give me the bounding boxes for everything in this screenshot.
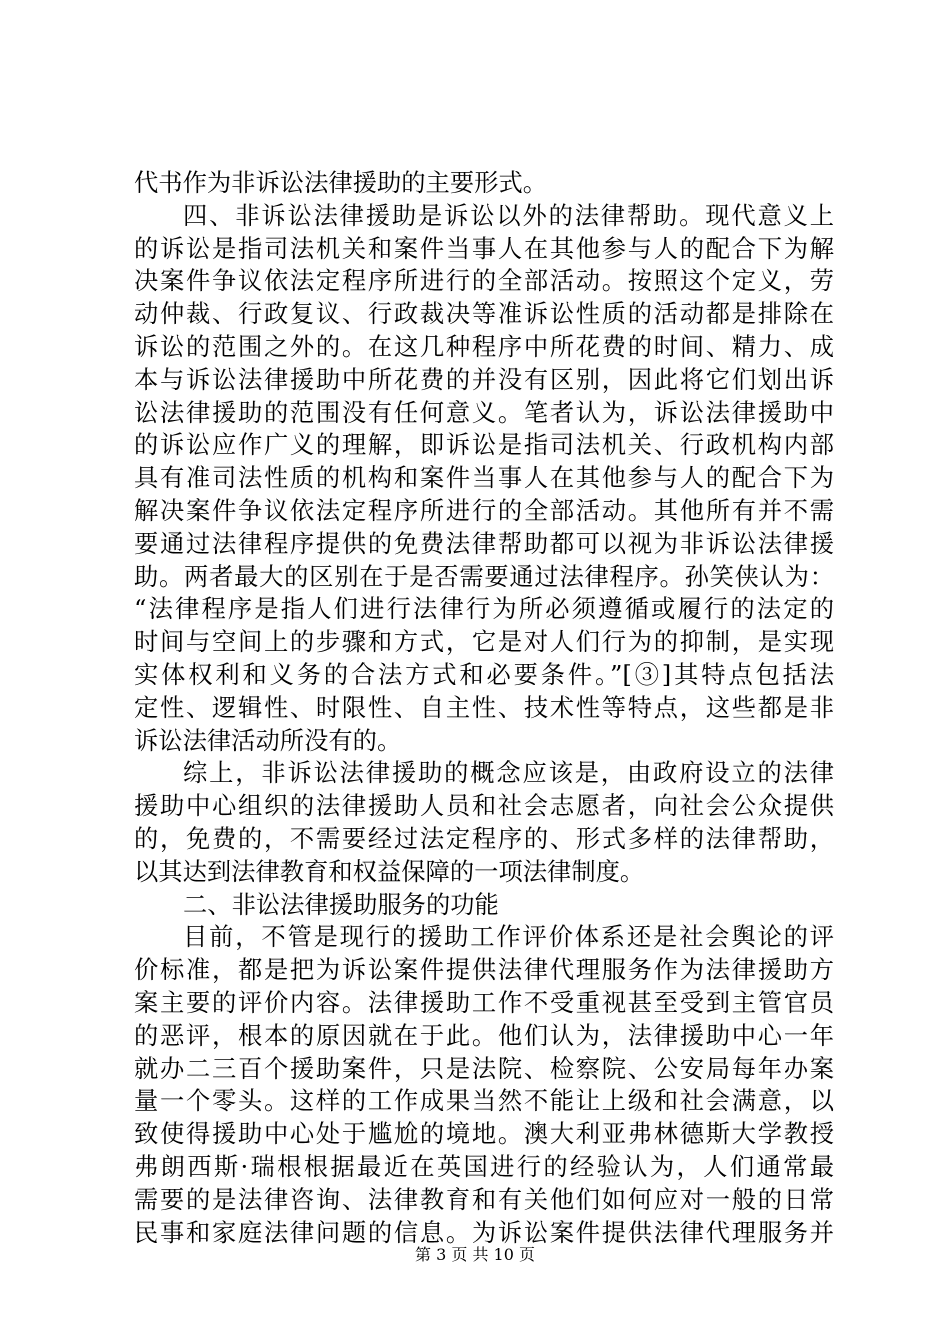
text-line: 时间与空间上的步骤和方式，它是对人们行为的抑制，是实现 <box>134 627 834 657</box>
document-body <box>134 167 834 1249</box>
text-line: 解决案件争议依法定程序所进行的全部活动。其他所有并不需 <box>134 495 834 525</box>
text-line: 的恶评，根本的原因就在于此。他们认为，法律援助中心一年 <box>134 1020 834 1050</box>
text-line: 本与诉讼法律援助中所花费的并没有区别，因此将它们划出诉 <box>134 364 834 394</box>
text-line: 代书作为非诉讼法律援助的主要形式。 <box>134 168 548 197</box>
text-line: 助。两者最大的区别在于是否需要通过法律程序。孙笑侠认为： <box>134 561 834 591</box>
text-line: 决案件争议依法定程序所进行的全部活动。按照这个定义，劳 <box>134 266 834 296</box>
text-line: 四、非诉讼法律援助是诉讼以外的法律帮助。现代意义上 <box>183 200 834 230</box>
text-line: 的，免费的，不需要经过法定程序的、形式多样的法律帮助， <box>134 823 834 853</box>
text-line: 的诉讼是指司法机关和案件当事人在其他参与人的配合下为解 <box>134 233 834 263</box>
text-line: “法律程序是指人们进行法律行为所必须遵循或履行的法定的 <box>134 594 834 624</box>
text-line: 动仲裁、行政复议、行政裁决等准诉讼性质的活动都是排除在 <box>134 299 834 329</box>
text-line: 援助中心组织的法律援助人员和社会志愿者，向社会公众提供 <box>134 791 834 821</box>
text-line: 致使得援助中心处于尴尬的境地。澳大利亚弗林德斯大学教授 <box>134 1119 834 1149</box>
text-line: 需要的是法律咨询、法律教育和有关他们如何应对一般的日常 <box>134 1184 834 1214</box>
text-line: 以其达到法律教育和权益保障的一项法律制度。 <box>134 856 645 886</box>
text-line: 就办二三百个援助案件，只是法院、检察院、公安局每年办案 <box>134 1053 834 1083</box>
text-line: 具有准司法性质的机构和案件当事人在其他参与人的配合下为 <box>134 463 834 493</box>
text-line: 弗朗西斯·瑞根根据最近在英国进行的经验认为，人们通常最 <box>134 1151 834 1181</box>
text-line: 民事和家庭法律问题的信息。为诉讼案件提供法律代理服务并 <box>134 1217 834 1247</box>
text-line: 定性、逻辑性、时限性、自主性、技术性等特点，这些都是非 <box>134 692 834 722</box>
text-line: 价标准，都是把为诉讼案件提供法律代理服务作为法律援助方 <box>134 955 834 985</box>
text-line: 要通过法律程序提供的免费法律帮助都可以视为非诉讼法律援 <box>134 528 834 558</box>
page-number-footer: 第 3 页 共 10 页 <box>415 1245 535 1264</box>
text-line: 诉讼法律活动所没有的。 <box>134 725 402 755</box>
text-line: 目前，不管是现行的援助工作评价体系还是社会舆论的评 <box>183 922 834 952</box>
text-line: 讼法律援助的范围没有任何意义。笔者认为，诉讼法律援助中 <box>134 397 834 427</box>
text-line: 案主要的评价内容。法律援助工作不受重视甚至受到主管官员 <box>134 987 834 1017</box>
section-heading: 二、非讼法律援助服务的功能 <box>183 889 499 919</box>
text-line: 量一个零头。这样的工作成果当然不能让上级和社会满意，以 <box>134 1086 834 1116</box>
text-line: 综上，非诉讼法律援助的概念应该是，由政府设立的法律 <box>183 758 834 788</box>
text-line: 实体权利和义务的合法方式和必要条件。”[③]其特点包括法 <box>134 659 834 689</box>
text-line: 的诉讼应作广义的理解，即诉讼是指司法机关、行政机构内部 <box>134 430 834 460</box>
text-line: 诉讼的范围之外的。在这几种程序中所花费的时间、精力、成 <box>134 331 834 361</box>
